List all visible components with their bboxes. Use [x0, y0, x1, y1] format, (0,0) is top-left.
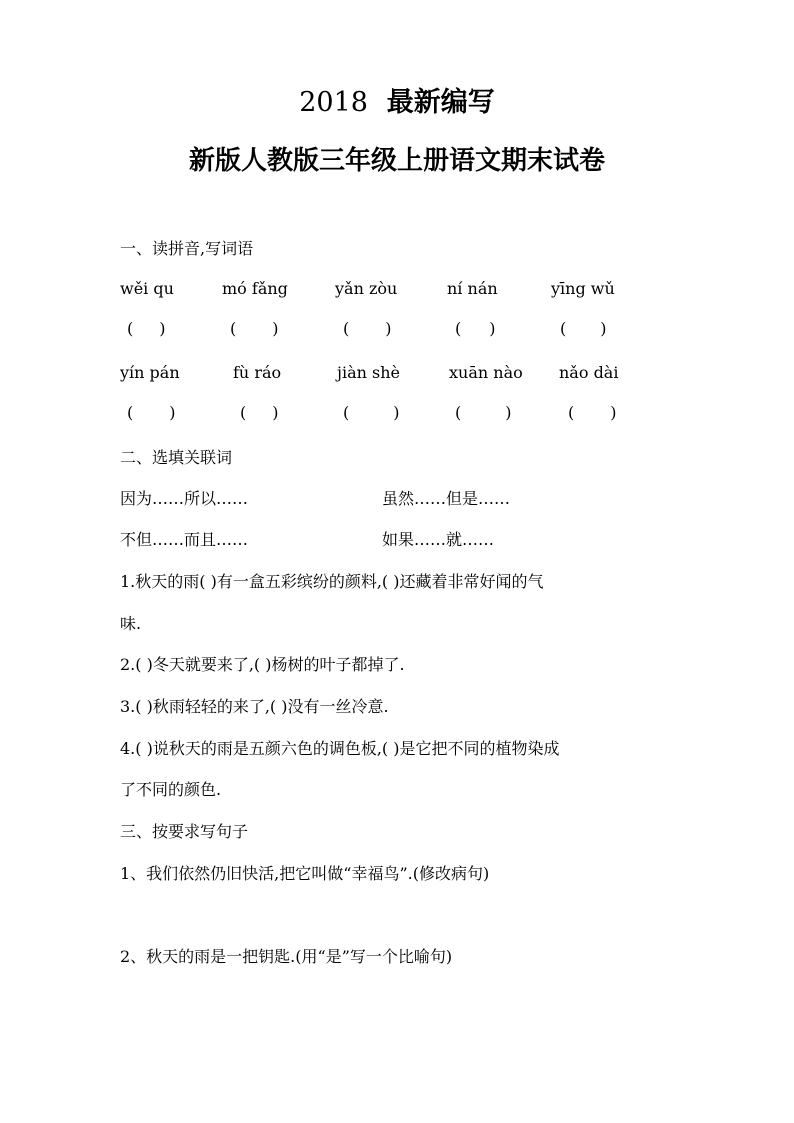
answer-blank[interactable] [240, 403, 279, 422]
document-title: 新版人教版三年级上册语文期末试卷 [188, 146, 605, 176]
paren-open: ( [127, 319, 134, 338]
question-text: 味. [120, 614, 142, 633]
pinyin-item: mó fǎng [222, 279, 288, 298]
answer-blank[interactable] [568, 403, 617, 422]
pinyin-item: fù ráo [233, 363, 282, 382]
document-title-line1 [0, 80, 794, 119]
answer-blank[interactable] [343, 319, 392, 338]
paren-open: ( [568, 403, 575, 422]
question-text: 了不同的颜色. [120, 780, 222, 799]
pinyin-item: ní nán [447, 279, 498, 298]
paren-open: ( [560, 319, 567, 338]
section2-heading: 二、选填关联词 [120, 448, 233, 467]
answer-blank[interactable] [560, 319, 607, 338]
question-text: 4.( )说秋天的雨是五颜六色的调色板,( )是它把不同的植物染成 [120, 739, 560, 758]
paren-open: ( [230, 319, 237, 338]
pinyin-item: jiàn shè [337, 363, 400, 382]
paren-open: ( [343, 319, 350, 338]
answer-blank[interactable] [455, 319, 496, 338]
paren-close: ) [505, 403, 512, 422]
question-text: 3.( )秋雨轻轻的来了,( )没有一丝冷意. [120, 697, 389, 716]
paren-close: ) [393, 403, 400, 422]
conjunction-option: 虽然……但是…… [382, 489, 511, 508]
paren-close: ) [159, 319, 166, 338]
paren-close: ) [610, 403, 617, 422]
conjunction-option: 不但……而且…… [120, 530, 249, 549]
paren-close: ) [385, 319, 392, 338]
question-text: 1.秋天的雨( )有一盒五彩缤纷的颜料,( )还藏着非常好闻的气 [120, 572, 544, 591]
section3-heading: 三、按要求写句子 [120, 822, 249, 841]
pinyin-item: yīng wǔ [551, 279, 615, 298]
answer-blank[interactable] [127, 319, 166, 338]
pinyin-item: xuān nào [449, 363, 523, 382]
paren-close: ) [169, 403, 176, 422]
paren-open: ( [240, 403, 247, 422]
title-subtitle-word: 最新编写 [386, 87, 495, 118]
title-year: 2018 [299, 87, 368, 118]
conjunction-option: 如果……就…… [382, 530, 495, 549]
question-text: 2.( )冬天就要来了,( )杨树的叶子都掉了. [120, 655, 405, 674]
paren-close: ) [272, 403, 279, 422]
paren-close: ) [489, 319, 496, 338]
paren-close: ) [272, 319, 279, 338]
question-text: 1、我们依然仍旧快活,把它叫做“幸福鸟”.(修改病句) [120, 864, 490, 883]
paren-open: ( [455, 403, 462, 422]
question-text: 2、秋天的雨是一把钥匙.(用“是”写一个比喻句) [120, 947, 453, 966]
paren-open: ( [455, 319, 462, 338]
paren-open: ( [127, 403, 134, 422]
answer-blank[interactable] [127, 403, 176, 422]
answer-blank[interactable] [455, 403, 512, 422]
answer-blank[interactable] [230, 319, 279, 338]
answer-blank[interactable] [343, 403, 400, 422]
pinyin-item: wěi qu [120, 279, 174, 298]
conjunction-option: 因为……所以…… [120, 489, 249, 508]
section1-heading: 一、读拼音,写词语 [120, 239, 254, 258]
paren-open: ( [343, 403, 350, 422]
pinyin-item: yǎn zòu [335, 279, 398, 298]
pinyin-item: nǎo dài [559, 363, 619, 382]
pinyin-item: yín pán [120, 363, 180, 382]
paren-close: ) [600, 319, 607, 338]
